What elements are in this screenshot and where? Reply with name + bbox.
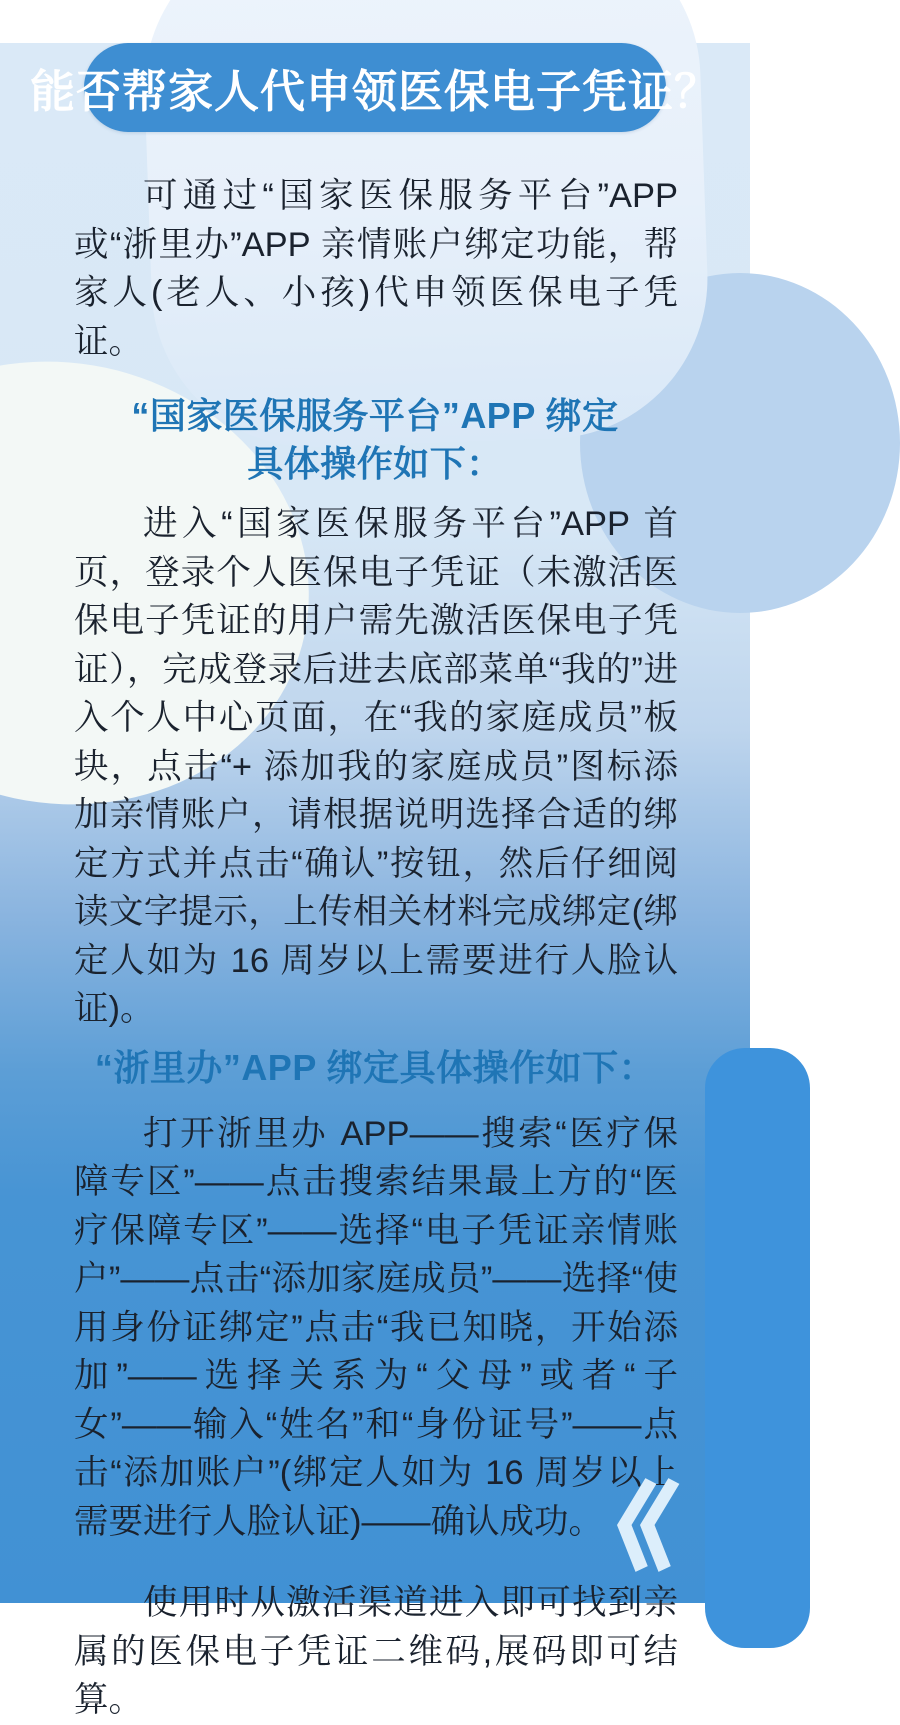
intro-paragraph: 可通过“国家医保服务平台”APP 或“浙里办”APP 亲情账户绑定功能，帮家人(老人、小孩)代申领医保电子凭证。 xyxy=(74,177,678,361)
section-heading-nhsa-line1: “国家医保服务平台”APP 绑定 xyxy=(131,395,619,436)
title-banner xyxy=(30,43,721,132)
poster-content xyxy=(0,43,750,1725)
section-heading-nhsa-line2: 具体操作如下： xyxy=(247,443,503,484)
zlb-steps-paragraph: 打开浙里办 APP——搜索“医疗保障专区”——点击搜索结果最上方的“医疗保障专区”——选择“电子凭证亲情账户”——点击“添加家庭成员”——选择“使用身份证绑定”点击“我已知晓，开始添加”——选择关系为“父母”或者“子女”——输入“姓名”和“身份证号”——点击“添加账户”(绑定人如为 16 周岁以上需要进行人脸认证)——确认成功。 xyxy=(74,1114,678,1541)
page-title: 能否帮家人代申领医保电子凭证？ xyxy=(30,66,721,117)
notice-poster xyxy=(0,43,750,1719)
section-heading-zlb-app: “浙里办”APP 绑定具体操作如下： xyxy=(94,1046,656,1088)
nhsa-steps-paragraph: 进入“国家医保服务平台”APP 首页，登录个人医保电子凭证（未激活医保电子凭证的用户需先激活医保电子凭证），完成登录后进去底部菜单“我的”进入个人中心页面，在“我的家庭成员”板块，点击“+ 添加我的家庭成员”图标添加亲情账户，请根据说明选择合适的绑定方式并点击“确认”按钮，然后仔细阅读文字提示，上传相关材料完成绑定(绑定人如为 16 周岁以上需要进行人脸认证)。 xyxy=(74,505,678,1028)
section-heading-nhsa-app xyxy=(0,392,750,488)
usage-paragraph: 使用时从激活渠道进入即可找到亲属的医保电子凭证二维码,展码即可结算。 xyxy=(74,1584,678,1719)
chevron-double-left-icon xyxy=(606,1475,683,1580)
